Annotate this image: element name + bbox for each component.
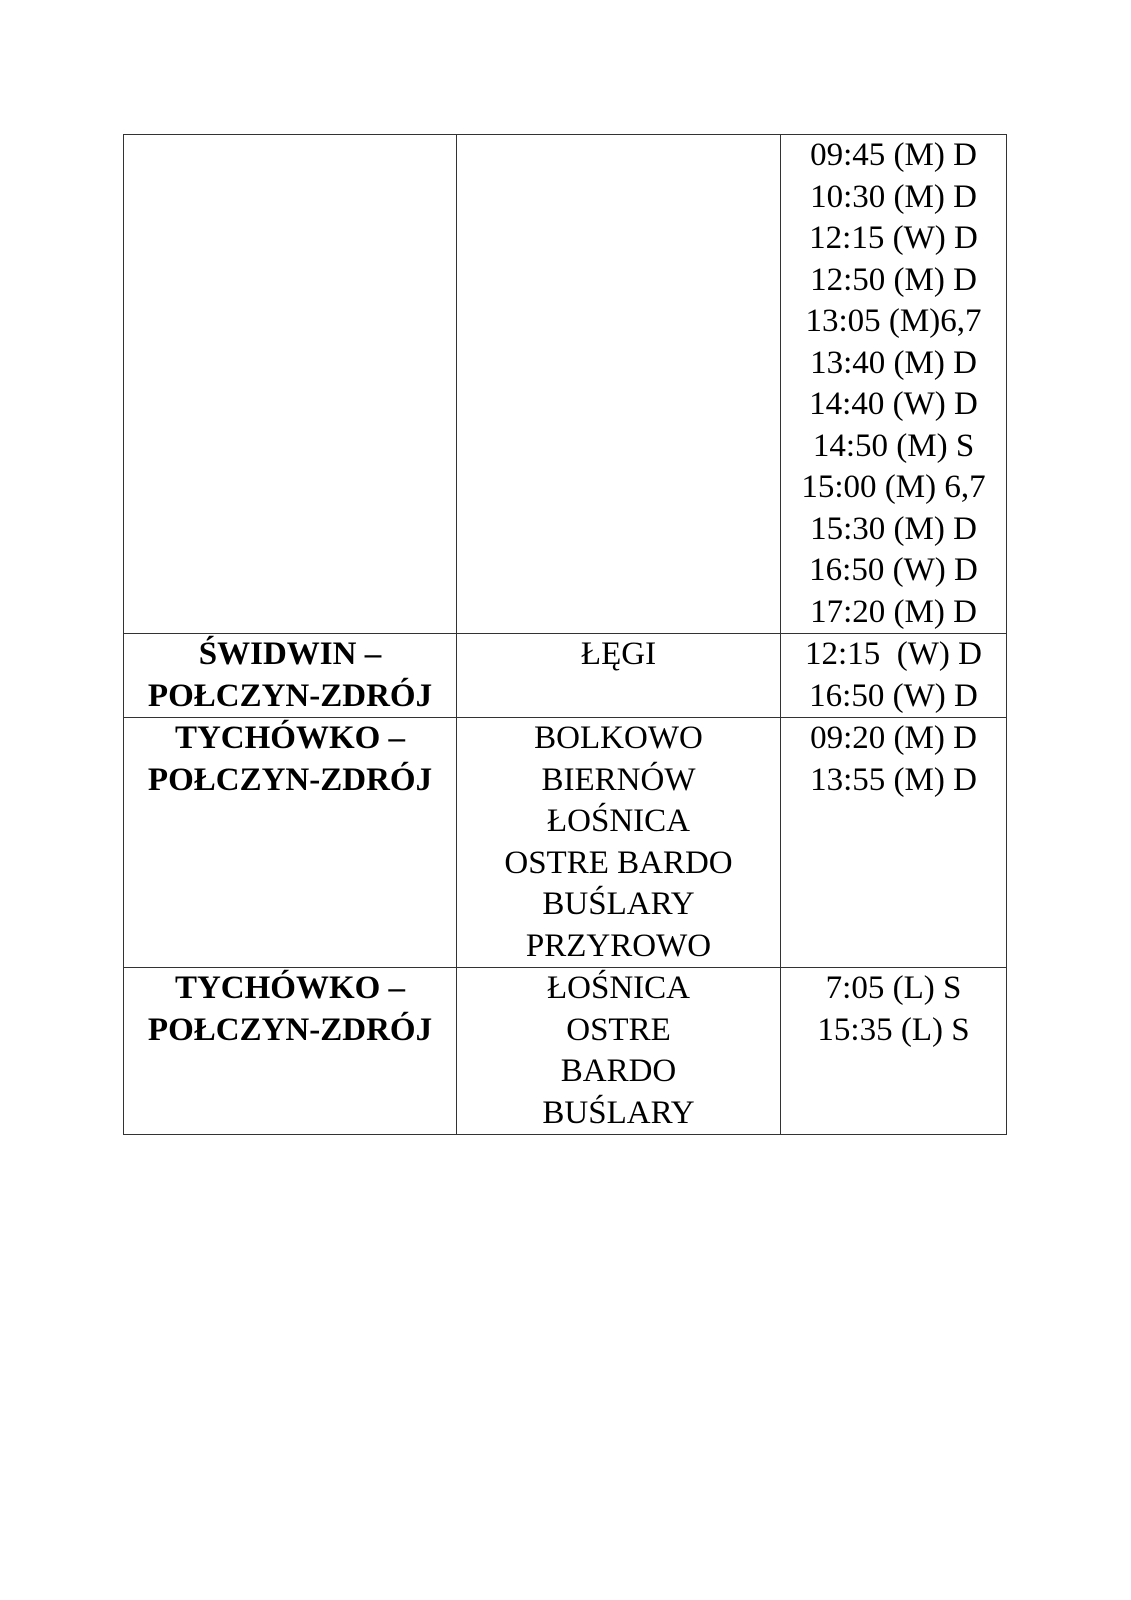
stop-name: ŁOŚNICA: [546, 803, 690, 839]
stop-name: OSTRE BARDO: [504, 844, 733, 881]
departure-time: 12:15 (W) D: [805, 636, 982, 672]
departure-time: 10:30 (M) D: [810, 178, 977, 215]
departure-time: 12:15 (W) D: [809, 220, 978, 256]
departure-time: 09:45 (M) D: [810, 137, 977, 173]
table-row: [124, 634, 1007, 718]
departure-time: 7:05 (L) S: [825, 970, 962, 1006]
table-row: [124, 135, 1007, 634]
stops-cell: [457, 135, 781, 634]
departure-time: 13:55 (M) D: [810, 761, 977, 798]
departure-time: 14:40 (W) D: [809, 386, 978, 422]
stop-name: OSTRE: [566, 1011, 671, 1048]
departure-time: 15:00 (M) 6,7: [801, 469, 986, 505]
route-name-line: POŁCZYN-ZDRÓJ: [147, 1011, 433, 1048]
stop-name: BUŚLARY: [542, 1094, 695, 1131]
departure-time: 15:35 (L) S: [817, 1011, 970, 1048]
stops-cell: [457, 718, 781, 968]
table-row: [124, 718, 1007, 968]
route-name-line: TYCHÓWKO –: [174, 720, 406, 756]
times-cell: [781, 718, 1007, 968]
route-cell: [124, 718, 457, 968]
route-cell: [124, 634, 457, 718]
route-name-line: TYCHÓWKO –: [174, 970, 406, 1006]
stops-cell: [457, 968, 781, 1135]
timetable: [123, 134, 1007, 1135]
stop-name: BARDO: [560, 1053, 677, 1089]
route-cell: [124, 968, 457, 1135]
stop-name: BUŚLARY: [542, 886, 695, 922]
stop-name: BIERNÓW: [541, 761, 696, 798]
departure-time: 13:40 (M) D: [810, 344, 977, 381]
table-row: [124, 968, 1007, 1135]
stop-name: ŁĘGI: [580, 636, 657, 672]
departure-time: 12:50 (M) D: [810, 261, 977, 298]
stops-cell: [457, 634, 781, 718]
departure-time: 15:30 (M) D: [810, 510, 977, 547]
timetable-body: [124, 135, 1007, 1135]
times-cell: [781, 968, 1007, 1135]
stop-name: BOLKOWO: [534, 720, 703, 756]
times-cell: [781, 135, 1007, 634]
departure-time: 14:50 (M) S: [812, 427, 975, 464]
times-cell: [781, 634, 1007, 718]
departure-time: 16:50 (W) D: [809, 677, 978, 714]
departure-time: 13:05 (M)6,7: [805, 303, 982, 339]
departure-time: 16:50 (W) D: [809, 552, 978, 588]
route-name-line: ŚWIDWIN –: [198, 636, 382, 672]
stop-name: ŁOŚNICA: [546, 970, 690, 1006]
stop-name: PRZYROWO: [525, 927, 712, 964]
departure-time: 17:20 (M) D: [810, 593, 977, 630]
route-name-line: POŁCZYN-ZDRÓJ: [147, 761, 433, 798]
route-cell: [124, 135, 457, 634]
route-name-line: POŁCZYN-ZDRÓJ: [147, 677, 433, 714]
departure-time: 09:20 (M) D: [810, 720, 977, 756]
